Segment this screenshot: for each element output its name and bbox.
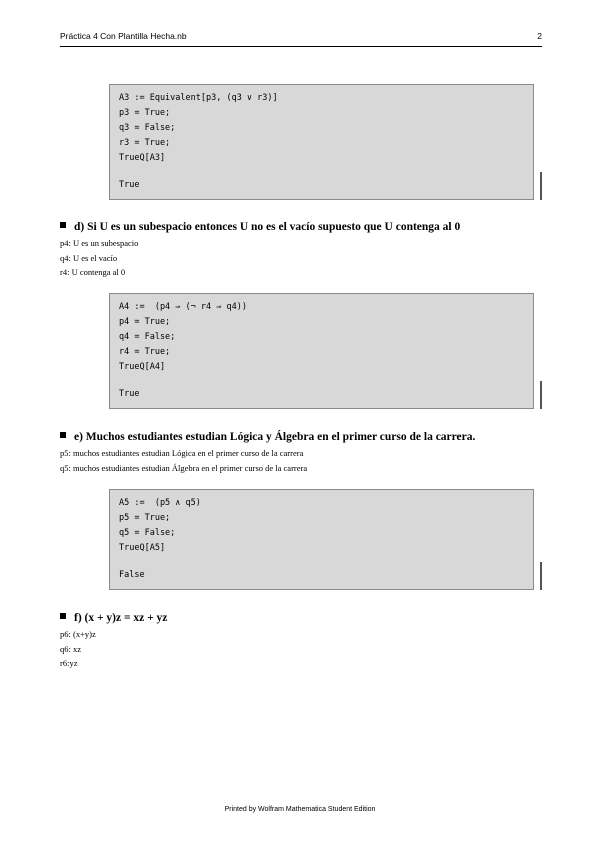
section-heading-f: [60, 612, 167, 624]
code-line: A3 := Equivalent[p3, (q3 ∨ r3)]: [119, 93, 278, 103]
text-line: p6: (x+y)z: [60, 629, 96, 639]
code-line: q3 = False;: [119, 123, 176, 133]
code-line: q5 = False;: [119, 528, 176, 538]
code-line: r3 = True;: [119, 138, 171, 148]
bullet-icon: [60, 432, 66, 438]
code-line: q4 = False;: [119, 332, 176, 342]
text-line: q4: U es el vacío: [60, 252, 118, 263]
code-line: p3 = True;: [119, 108, 171, 118]
section-d-text: [60, 236, 138, 280]
text-line: q5: muchos estudiantes estudian Álgebra en el primer curso de la carrera: [60, 462, 308, 473]
cell-output: True: [119, 180, 140, 190]
text-line: q6: xz: [60, 643, 82, 654]
text-line: p4: U es un subespacio: [60, 238, 139, 248]
code-line: p5 = True;: [119, 513, 171, 523]
code-line: A4 := (p4 ⇒ (¬ r4 ⇒ q4)): [119, 302, 247, 312]
notebook-title: Práctica 4 Con Plantilla Hecha.nb: [60, 31, 187, 41]
code-line: TrueQ[A3]: [119, 153, 166, 163]
section-f-text: [60, 627, 96, 671]
code-cell-a4[interactable]: [109, 293, 534, 409]
section-title: d) Si U es un subespacio entonces U no es el vacío supuesto que U contenga al 0: [74, 221, 461, 233]
cell-bracket[interactable]: [540, 562, 542, 590]
section-heading-e: [60, 431, 475, 443]
code-line: p4 = True;: [119, 317, 171, 327]
page-number: 2: [537, 31, 542, 41]
code-line: A5 := (p5 ∧ q5): [119, 498, 201, 508]
print-footer: Printed by Wolfram Mathematica Student Edition: [224, 806, 376, 813]
code-line: TrueQ[A4]: [119, 362, 166, 372]
code-cell-a5[interactable]: [109, 489, 534, 590]
cell-output: True: [119, 389, 140, 399]
text-line: r6:yz: [60, 658, 78, 668]
code-line: r4 = True;: [119, 347, 171, 357]
text-line: p5: muchos estudiantes estudian Lógica en el primer curso de la carrera: [60, 448, 304, 458]
cell-bracket[interactable]: [540, 381, 542, 409]
bullet-icon: [60, 222, 66, 228]
section-title: e) Muchos estudiantes estudian Lógica y Álgebra en el primer curso de la carrera.: [74, 431, 476, 443]
cell-output: False: [119, 570, 145, 580]
section-e-text: [60, 446, 307, 475]
code-cell-a3[interactable]: [109, 84, 534, 200]
section-heading-d: [60, 221, 460, 233]
page-header: [60, 30, 542, 47]
section-title: f) (x + y)z = xz + yz: [74, 612, 168, 624]
bullet-icon: [60, 613, 66, 619]
text-line: r4: U contenga al 0: [60, 267, 126, 277]
cell-bracket[interactable]: [540, 172, 542, 200]
code-line: TrueQ[A5]: [119, 543, 166, 553]
